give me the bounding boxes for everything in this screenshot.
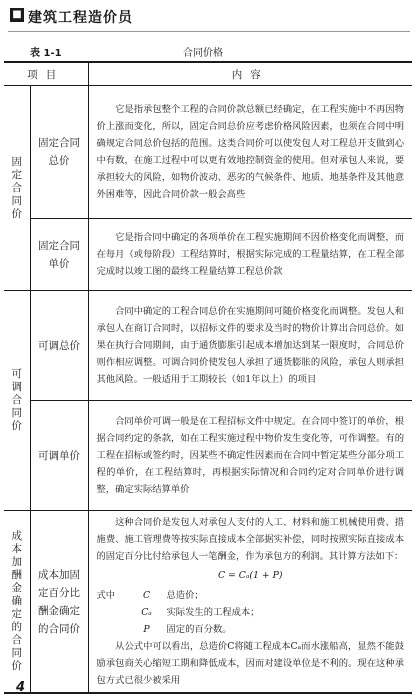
table-row [4,291,412,401]
cost-formula: C = Cₐ(1 + P) [217,570,283,581]
content-paragraph: 从公式中可以看出，总造价C将随工程成本Cₐ而水涨船高，显然不能鼓励承包商关心缩短工期和降低成本，因而对建设单位是不利的。现在这种承包方式已很少被采用 [96,641,404,686]
category-label: 成本加酬金确定的合同价 [11,530,22,672]
table-number: 表 1-1 [30,48,62,59]
contract-price-table [4,61,412,694]
content-paragraph: 合同单价可调一般是在工程招标文件中规定。在合同中签订的单价，根据合同约定的条款，如在工程实施过程中物价发生变化等，可作调整。有的工程在招标或签约时，因某些不确定性因素而在合同中暂定某些分部分项工程的单价，在工程结算时，再根据实际情况和合同约定对合同单价进行调整，确定实际结算单价 [96,416,404,495]
definition-text: 实际发生的工程成本； [166,607,260,618]
subtype-cell: 固定合同总价 [30,86,88,219]
content-cell [88,86,412,219]
category-label: 固定合同价 [11,155,22,220]
content-cell [88,511,412,694]
category-cell [4,291,30,511]
table-header-row [4,62,412,86]
column-header-content: 内容 [88,62,412,86]
definition-symbol: Cₐ [141,607,152,618]
content-paragraph: 这种合同价是发包人对承包人支付的人工、材料和施工机械使用费、措施费、施工管理费等按实际直接成本全部据实补偿，同时按照实际直接成本的固定百分比付给承包人一笔酬金，作为承包方的利润。其计算方法如下： [96,517,404,562]
definition-row [97,621,405,638]
column-header-item: 项目 [4,62,88,86]
content-paragraph: 它是指合同中确定的各项单价在工程实施期间不因价格变化而调整，而在每月（或每阶段）工程结算时，根据实际完成的工程量结算，在工程全部完成时以竣工图的最终工程量结算工程总价款 [96,232,404,277]
category-cell [4,86,30,291]
running-header [0,0,420,32]
where-label: 式中 [96,590,116,601]
book-logo-icon: ■ [10,8,24,22]
page-number: 4 [16,680,26,695]
definition-row [97,587,405,604]
table-row [4,219,412,291]
content-paragraph: 它是指承包整个工程的合同价款总额已经确定，在工程实施中不再因物价上涨而变化，所以，固定合同总价应考虑价格风险因素，也须在合同中明确规定合同总价包括的范围。这类合同价可以使发包人对工程总开支做到心中有数，在施工过程中可以更有效地控制资金的使用。但对承包人来说，要承担较大的风险，如物价波动、恶劣的气候条件、地质、地基条件及其他意外困难等，因此合同价款一般会高些 [96,104,404,200]
content-cell [88,219,412,291]
subtype-cell: 可调单价 [30,401,88,511]
book-title: 建筑工程造价员 [28,10,133,26]
table-title: 合同价格 [183,48,223,59]
header-rule [8,31,410,32]
content-paragraph: 合同中确定的工程合同总价在实施期间可随价格变化而调整。发包人和承包人在商订合同时，以招标文件的要求及当时的物价计算出合同总价。如果在执行合同期间，由于通货膨胀引起成本增加达到某一限度时，合同总价则作相应调整。可调合同价使发包人承担了通货膨胀的风险，承包人则承担其他风险。一般适用于工期较长（如1年以上）的项目 [96,306,404,385]
subtype-cell: 成本加固定百分比酬金确定的合同价 [30,511,88,694]
table-row [4,401,412,511]
definition-symbol: C [142,590,151,601]
content-cell [88,401,412,511]
definition-row [97,604,405,621]
subtype-cell: 固定合同单价 [30,219,88,291]
category-label: 可调合同价 [11,368,22,432]
table-row [4,511,412,694]
category-cell [4,511,30,694]
table-row [4,86,412,219]
definition-text: 固定的百分数。 [166,624,232,635]
subtype-cell: 可调总价 [30,291,88,401]
definition-symbol: P [143,624,150,635]
content-cell [88,291,412,401]
definition-text: 总造价； [166,590,204,601]
